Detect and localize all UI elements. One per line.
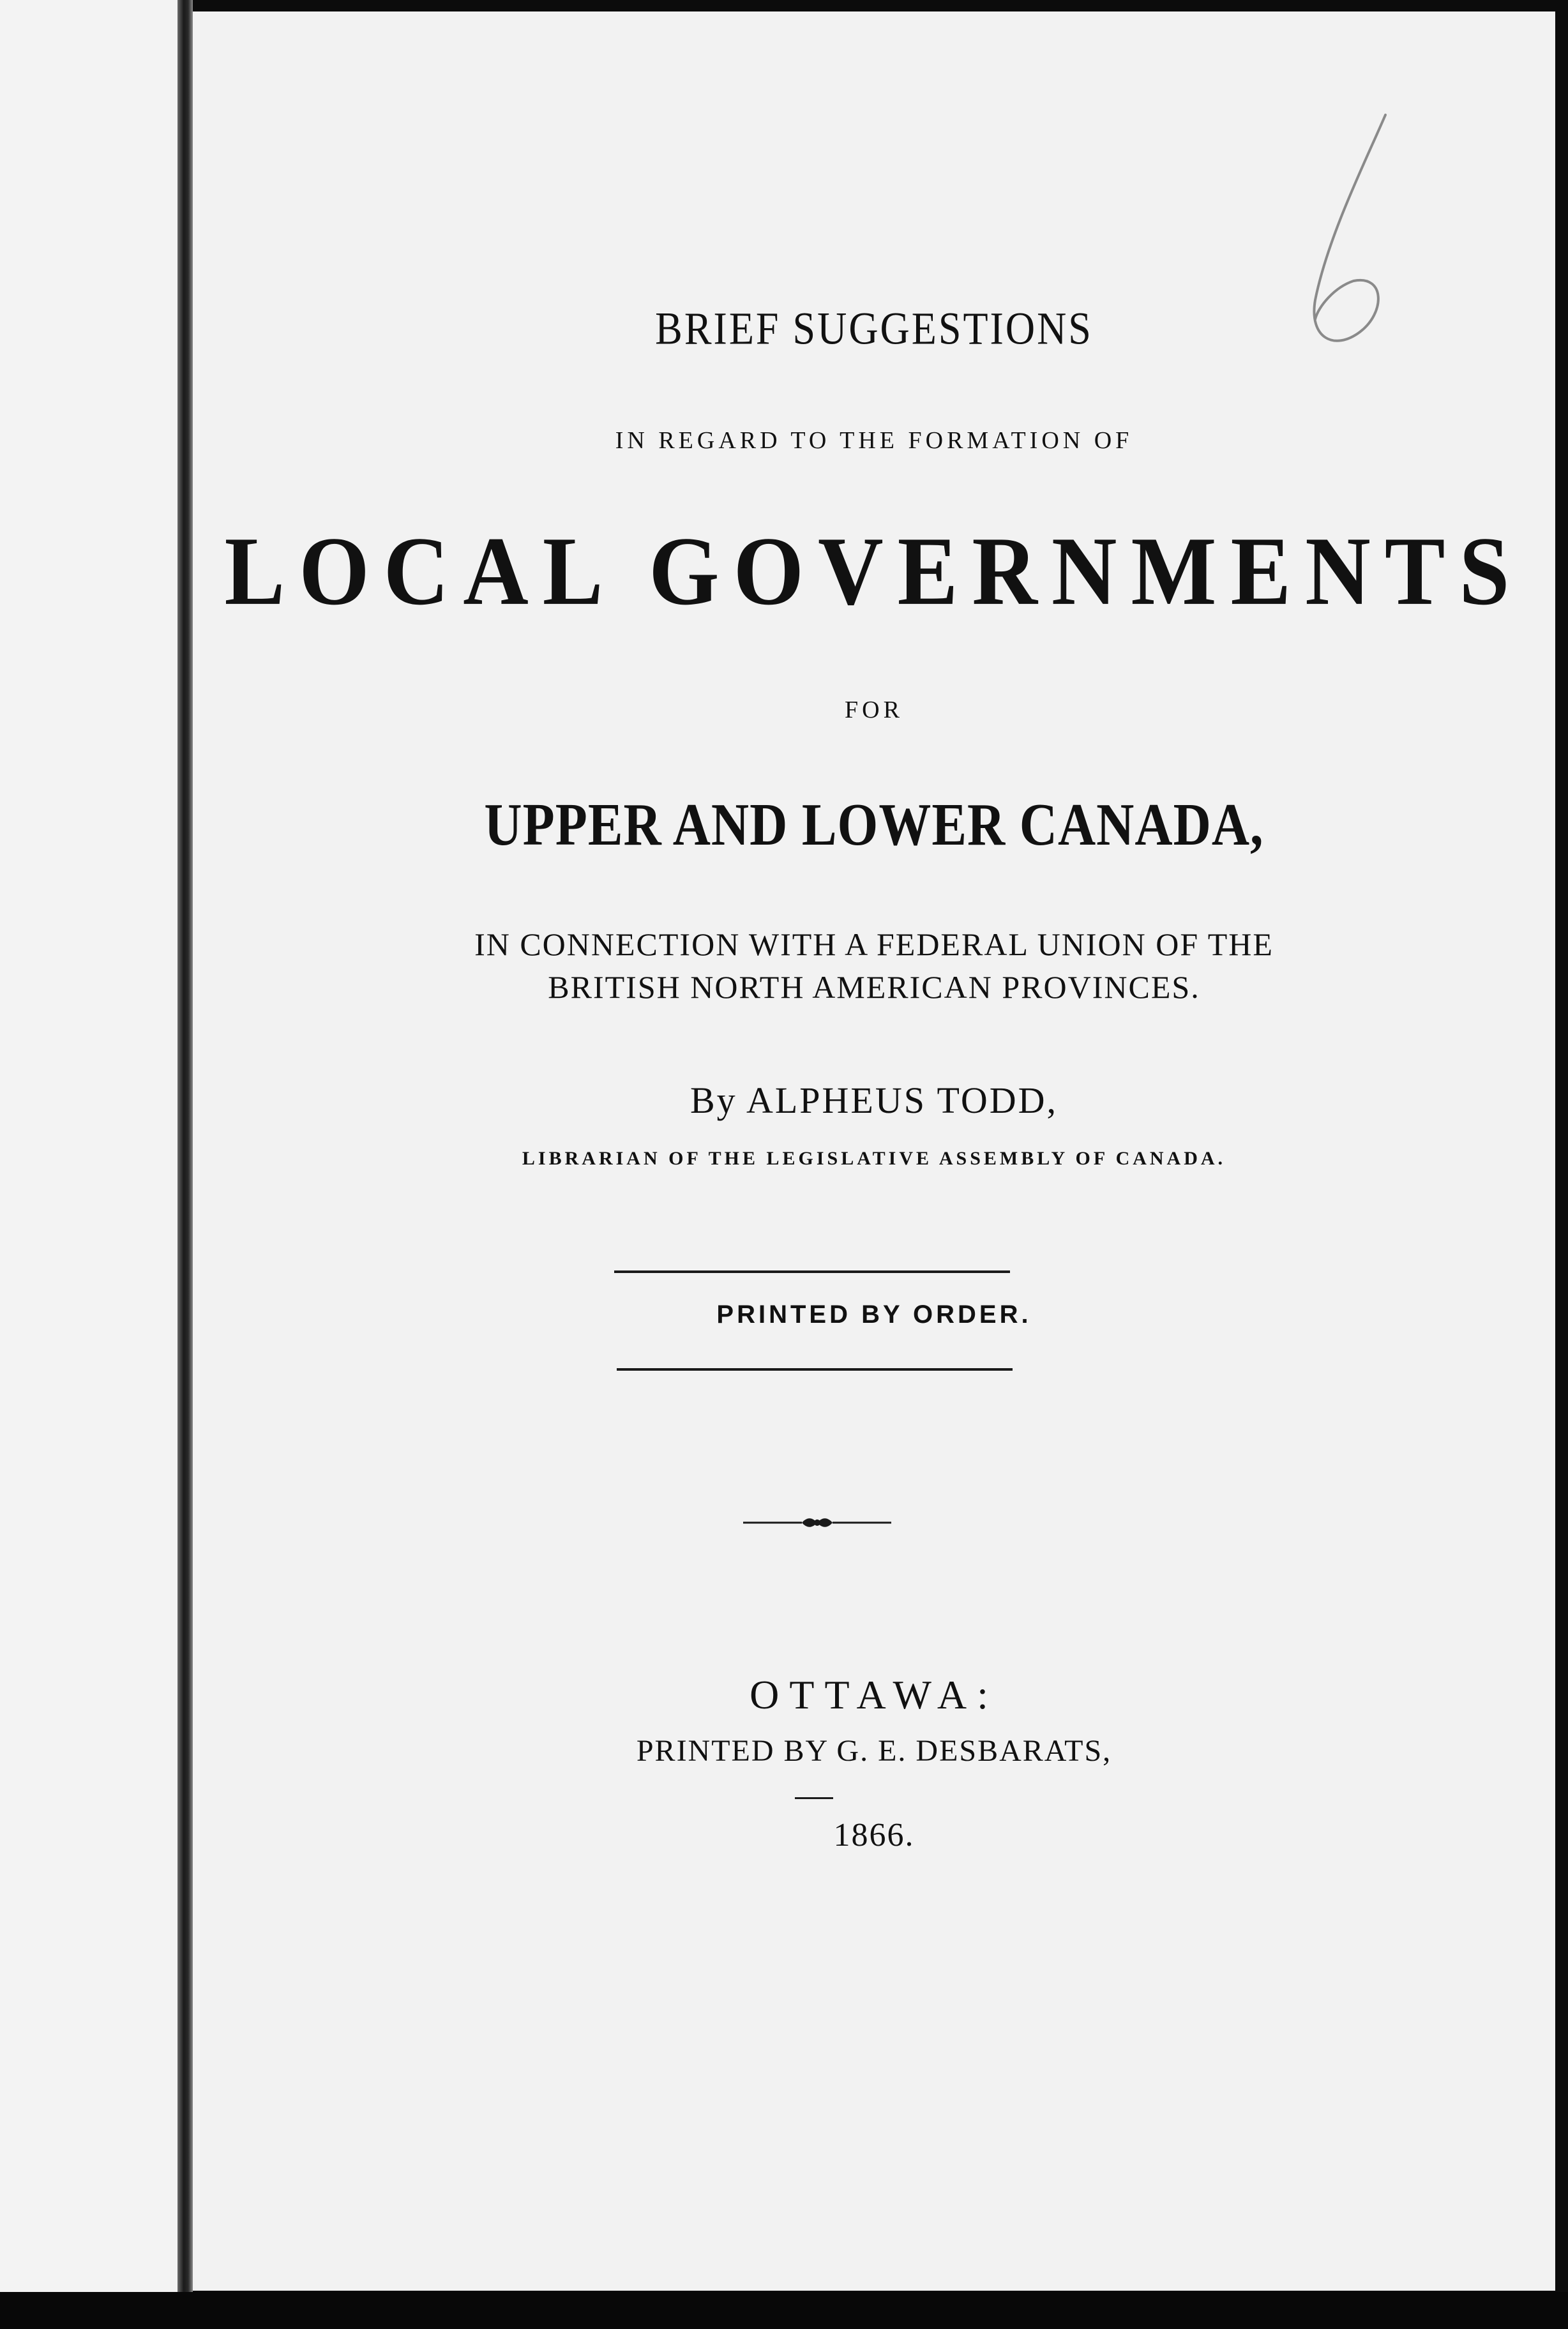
subtitle-upper-lower-canada: UPPER AND LOWER CANADA,: [484, 791, 1264, 858]
divider-rule-bottom: [617, 1368, 1013, 1371]
subtitle-connection-line-2: BRITISH NORTH AMERICAN PROVINCES.: [548, 969, 1200, 1005]
imprint-short-rule: [795, 1797, 833, 1799]
printed-by-order: PRINTED BY ORDER.: [716, 1300, 1032, 1329]
title-line-in-regard: IN REGARD TO THE FORMATION OF: [615, 427, 1133, 454]
main-title: LOCAL GOVERNMENTS: [224, 516, 1524, 626]
divider-rule-top: [614, 1270, 1010, 1273]
book-gutter: [177, 0, 193, 2292]
title-line-for: FOR: [845, 697, 903, 723]
imprint-year: 1866.: [833, 1817, 915, 1853]
author-title: LIBRARIAN OF THE LEGISLATIVE ASSEMBLY OF CANADA.: [522, 1148, 1226, 1169]
imprint-city: OTTAWA:: [750, 1672, 999, 1717]
imprint-printer: PRINTED BY G. E. DESBARATS,: [636, 1734, 1112, 1768]
title-line-brief-suggestions: BRIEF SUGGESTIONS: [655, 303, 1093, 354]
left-page-edge: [0, 0, 177, 2292]
subtitle-connection-line-1: IN CONNECTION WITH A FEDERAL UNION OF THE: [474, 926, 1274, 962]
scan-bottom-border: [0, 2292, 1568, 2329]
printer-ornament: [741, 1513, 894, 1532]
author-line: By ALPHEUS TODD,: [690, 1080, 1058, 1121]
